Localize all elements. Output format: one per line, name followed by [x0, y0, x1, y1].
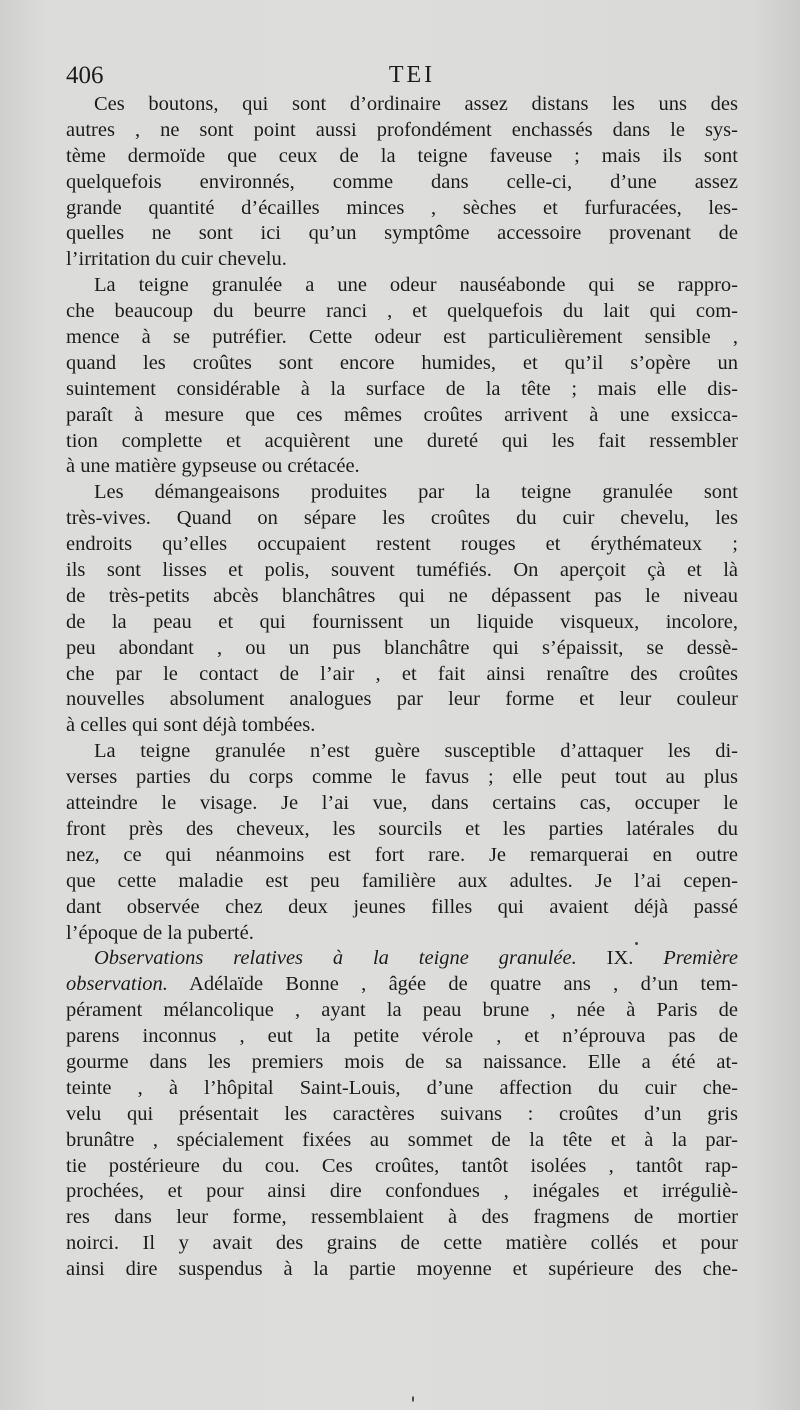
- text-line: à celles qui sont déjà tombées.: [66, 714, 316, 737]
- text-line: observation. Adélaïde Bonne , âgée de quatre ans , d’un tem-: [66, 973, 738, 996]
- text-line: peu abondant , ou un pus blanchâtre qui s’épaissit, se dessè-: [66, 636, 738, 659]
- text-line: l’irritation du cuir chevelu.: [66, 248, 287, 271]
- text-line: atteindre le visage. Je l’ai vue, dans certains cas, occuper le: [66, 792, 738, 815]
- text-line: Ces boutons, qui sont d’ordinaire assez distans les uns des: [94, 93, 738, 115]
- text-line: que cette maladie est peu familière aux adultes. Je l’ai cepen-: [66, 869, 738, 892]
- body-text: [66, 92, 738, 1283]
- text-line: gourme dans les premiers mois de sa naissance. Elle a été at-: [66, 1050, 738, 1073]
- text-line: endroits qu’elles occupaient restent rouges et érythémateux ;: [66, 533, 738, 556]
- text-line: tion complette et acquièrent une dureté qui les fait ressembler: [66, 429, 738, 452]
- text-line: l’époque de la puberté.: [66, 921, 254, 944]
- text-line: quelquefois environnés, comme dans celle-ci, d’une assez: [66, 170, 738, 193]
- text-line: nez, ce qui néanmoins est fort rare. Je remarquerai en outre: [66, 843, 738, 866]
- text-line: che beaucoup du beurre ranci , et quelquefois du lait qui com-: [66, 300, 738, 323]
- text-line: verses parties du corps comme le favus ; elle peut tout au plus: [66, 766, 738, 789]
- text-line: paraît à mesure que ces mêmes croûtes arrivent à une exsicca-: [66, 403, 738, 426]
- text-line: parens inconnus , eut la petite vérole , et n’éprouva pas de: [66, 1025, 738, 1048]
- text-line: Les démangeaisons produites par la teigne granulée sont: [94, 481, 738, 504]
- text-line: ils sont lisses et polis, souvent tuméfiés. On aperçoit çà et là: [66, 559, 738, 582]
- text-line: La teigne granulée n’est guère susceptible d’attaquer les di-: [94, 740, 738, 763]
- text-line: La teigne granulée a une odeur nauséabonde qui se rappro-: [94, 274, 738, 297]
- text-line: velu qui présentait les caractères suivans : croûtes d’un gris: [66, 1102, 738, 1125]
- text-line: che par le contact de l’air , et fait ainsi renaître des croûtes: [66, 662, 738, 685]
- text-line: de très-petits abcès blanchâtres qui ne dépassent pas le niveau: [66, 584, 738, 607]
- text-line: quelles ne sont ici qu’un symptôme accessoire provenant de: [66, 222, 738, 245]
- text-line: ainsi dire suspendus à la partie moyenne et supérieure des che-: [66, 1258, 738, 1281]
- page-header: [66, 62, 736, 96]
- page-number: 406: [66, 62, 104, 89]
- text-line: pérament mélancolique , ayant la peau brune , née à Paris de: [66, 999, 738, 1022]
- text-line: tie postérieure du cou. Ces croûtes, tantôt isolées , tantôt rap-: [66, 1154, 738, 1177]
- text-line: quand les croûtes sont encore humides, et qu’il s’opère un: [66, 351, 738, 374]
- text-line: tème dermoïde que ceux de la teigne faveuse ; mais ils sont: [66, 144, 738, 167]
- paragraph: [66, 739, 738, 946]
- paragraph: [66, 946, 738, 1283]
- paper-speck: [412, 1396, 414, 1402]
- text-line: nouvelles absolument analogues par leur forme et leur couleur: [66, 688, 738, 711]
- text-line: res dans leur forme, ressemblaient à des fragmens de mortier: [66, 1206, 738, 1229]
- paragraph: [66, 273, 738, 480]
- text-line: brunâtre , spécialement fixées au sommet de la tête et à la par-: [66, 1128, 738, 1151]
- text-line: à une matière gypseuse ou crétacée.: [66, 455, 360, 478]
- text-line: Observations relatives à la teigne granulée. IX. Première: [94, 947, 738, 970]
- running-head: TEI: [388, 62, 436, 88]
- text-line: de la peau et qui fournissent un liquide visqueux, incolore,: [66, 610, 738, 633]
- paragraph: [66, 92, 738, 273]
- text-line: teinte , à l’hôpital Saint-Louis, d’une affection du cuir che-: [66, 1076, 738, 1099]
- text-line: très-vives. Quand on sépare les croûtes du cuir chevelu, les: [66, 507, 738, 530]
- text-line: front près des cheveux, les sourcils et les parties latérales du: [66, 817, 738, 840]
- text-line: grande quantité d’écailles minces , sèches et furfuracées, les-: [66, 196, 738, 219]
- paragraph: [66, 480, 738, 739]
- text-line: mence à se putréfier. Cette odeur est particulièrement sensible ,: [66, 326, 738, 349]
- text-line: noirci. Il y avait des grains de cette matière collés et pour: [66, 1232, 738, 1255]
- text-line: autres , ne sont point aussi profondément enchassés dans le sys-: [66, 118, 738, 141]
- text-line: prochées, et pour ainsi dire confondues , inégales et irréguliè-: [66, 1180, 738, 1203]
- paper-speck: [635, 942, 638, 945]
- text-line: suintement considérable à la surface de la tête ; mais elle dis-: [66, 377, 738, 400]
- text-line: dant observée chez deux jeunes filles qui avaient déjà passé: [66, 895, 738, 918]
